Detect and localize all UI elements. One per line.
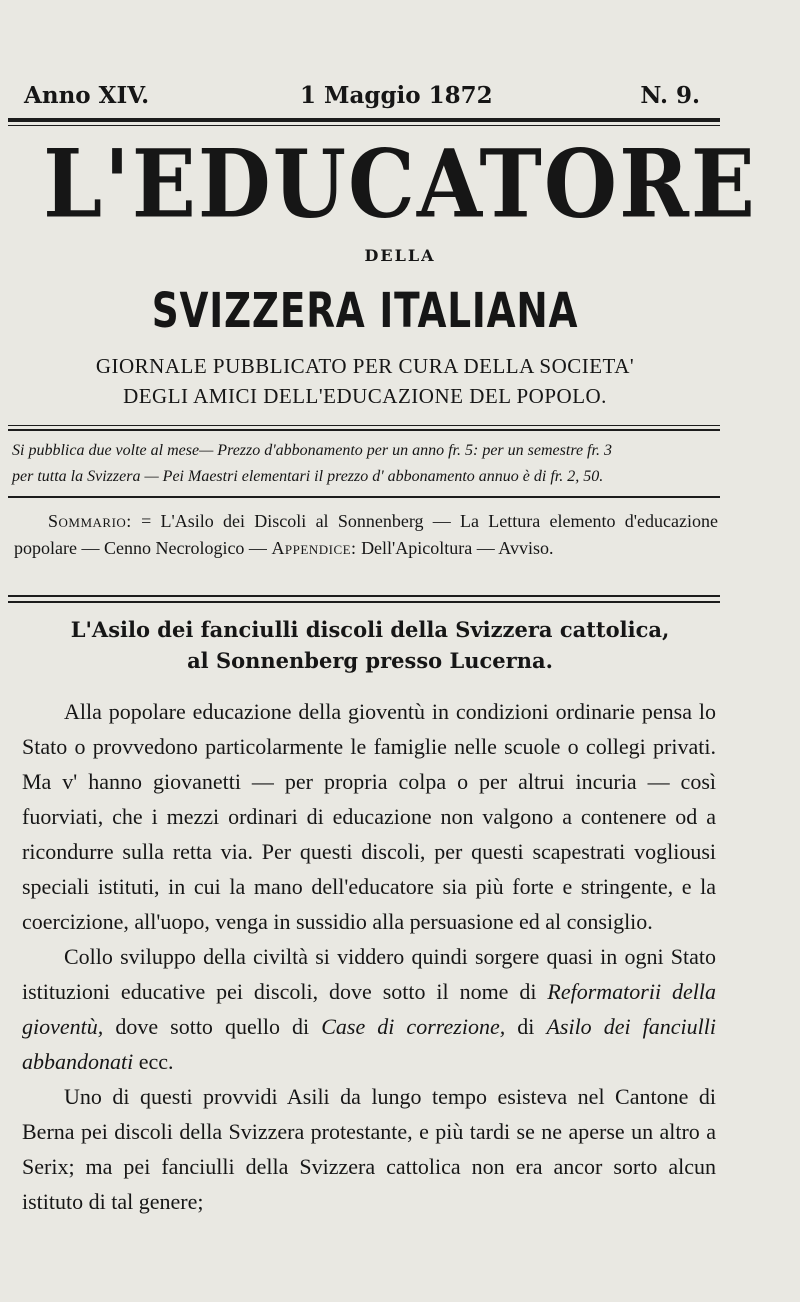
subscription-rule-top-2 [8,429,720,431]
paragraph-text: di [505,1014,547,1039]
newspaper-title: L'EDUCATORE [43,127,757,239]
newspaper-subtitle: SVIZZERA ITALIANA [151,283,579,339]
article-body [22,694,716,1219]
emphasis-text: Asilo dei fanciulli abbandonati [22,1014,716,1074]
appendix-label: Appendice: [271,538,357,558]
article-paragraph [22,939,716,1079]
subscription-line-1: Si pubblica due volte al mese— Prezzo d'abbonamento per un anno fr. 5: per un semestre fr. 3 [12,442,612,459]
paragraph-text: dove sotto quello di [103,1014,322,1039]
table-of-contents [14,508,718,562]
article-paragraph: Alla popolare educazione della gioventù in condizioni ordinarie pensa lo Stato o provvedono particolarmente le famiglie nelle scuole o collegi privati. Ma v' hanno giovanetti — per propria colpa o per altrui incuria — così fuorviati, che i mezzi ordinari di educazione non valgono a contenere od a ricondurre sulla retta via. Per questi discoli, per questi scapestrati vogliousi speciali istituti, in cui la mano dell'educatore sia più forte e stringente, e la coercizione, all'uopo, venga in sussidio alla persuasione ed al consiglio. [22,699,716,934]
article-title-line-2: al Sonnenberg presso Lucerna. [187,648,553,673]
emphasis-text: Case di correzione, [321,1014,506,1039]
summary-text-end: Dell'Apicoltura — Avviso. [356,538,554,558]
subscription-info [12,438,722,490]
title-connector: DELLA [364,246,436,265]
issue-header [24,74,700,114]
issue-number: N. 9. [640,82,700,109]
summary-label: Sommario: [48,511,132,531]
emphasis-text: Reformatorii della gioventù, [22,979,716,1039]
summary-text: = L'Asilo dei Discoli al Sonnenberg — La Lettura elemento d'educazione popolare — Cenno Necrologico — [14,511,718,558]
article-title-line-1: L'Asilo dei fanciulli discoli della Svizzera cattolica, [70,617,670,642]
summary-rule-top [8,496,720,498]
header-rule-thin [8,125,720,126]
article-paragraph: Uno di questi provvidi Asili da lungo tempo esisteva nel Cantone di Berna pei discoli della Svizzera protestante, e più tardi se ne aperse un altro a Serix; ma pei fanciulli della Svizzera cattolica non era ancor sorto alcun istituto di tal genere; [22,1084,716,1214]
article-rule-2 [8,601,720,603]
paragraph-text: ecc. [133,1049,174,1074]
subscription-line-2: per tutta la Svizzera — Pei Maestri elementari il prezzo d' abbonamento annuo è di fr. 2, 50. [12,468,604,485]
description-line-1: GIORNALE PUBBLICATO PER CURA DELLA SOCIETA' [95,354,635,378]
issue-date: 1 Maggio 1872 [300,82,493,109]
header-rule-thick [8,118,720,122]
paragraph-text: Collo sviluppo della civiltà si viddero quindi sorgere quasi in ogni Stato istituzioni educative pei discoli, dove sotto il nome di [22,944,716,1004]
issue-year: Anno XIV. [24,82,150,109]
article-title [20,614,720,676]
subscription-rule-top-1 [8,425,720,426]
article-rule-1 [8,595,720,597]
description-line-2: DEGLI AMICI DELL'EDUCAZIONE DEL POPOLO. [123,384,607,408]
